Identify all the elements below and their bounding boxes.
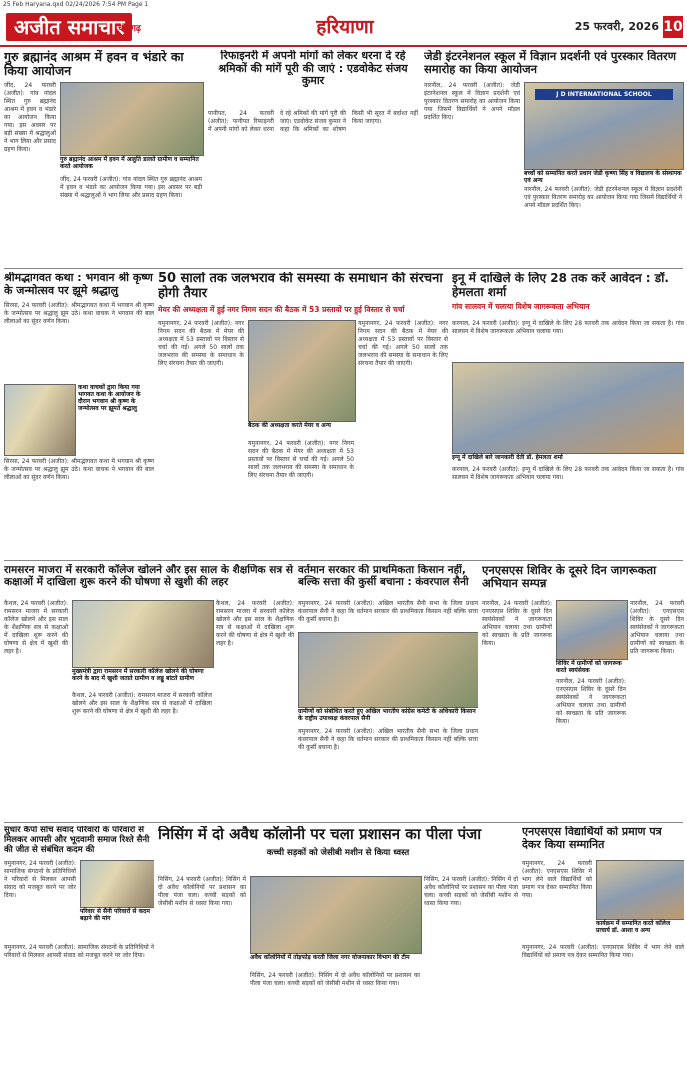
article-body: यमुनानगर, 24 फरवरी (अजीत): नगर निगम सदन की बैठक में मेयर की अध्यक्षता में 53 प्रस्तावों पर विस्तार से चर्चा की गई। अगले 50 सालों तक जलभराव की समस्या के समाधान के लिए संरचना तैयार की जाएगी।	[158, 320, 244, 367]
headline: निसिंग में दो अवैध कॉलोनी पर चला प्रशासन का पीला पंजा	[158, 826, 482, 843]
headline: 50 सालों तक जलभराव की समस्या के समाधान की संरचना होगी तैयार	[158, 272, 443, 301]
photo-caption: मुख्यमंत्री द्वारा रामसरन में सरकारी कॉलेज खोलने की घोषणा करने के बाद में खुशी जताते ग्रामीण व लड्डू बांटते ग्रामीण	[72, 668, 204, 682]
photo-caption: शिविर में ग्रामीणों को जागरूक करते स्वयंसेवक	[556, 660, 622, 674]
article-body-cont2: नारनौल, 24 फरवरी (अजीत): एनएसएस शिविर के दूसरे दिन स्वयंसेवकों ने जागरूकता अभियान चलाया तथा ग्रामीणों को स्वच्छता के प्रति जागरूक किया।	[630, 600, 684, 655]
issue-date: 25 फरवरी, 2026	[574, 20, 659, 33]
page-number: 10	[663, 16, 683, 38]
article-body-cont: यमुनानगर, 24 फरवरी (अजीत): एनएसएस शिविर में भाग लेने वाले विद्यार्थियों को प्रमाण पत्र देकर सम्मानित किया गया।	[522, 944, 684, 959]
divider	[4, 268, 683, 269]
ignou-camp-photo	[452, 362, 684, 454]
article-waterlogging	[158, 272, 448, 557]
article-jd-school	[424, 50, 684, 265]
divider	[4, 560, 683, 561]
headline: वर्तमान सरकार की प्राथमिकता किसान नहीं, बल्कि सत्ता की कुर्सी बचाना : कंवरपाल सैनी	[298, 564, 469, 589]
article-body-cont: नारनौल, 24 फरवरी (अजीत): जेडी इंटरनेशनल स्कूल में विज्ञान प्रदर्शनी एवं पुरस्कार वितरण समारोह का आयोजन किया गया जिसमें विद्यार्थियों ने अपने मॉडल प्रदर्शित किए।	[524, 186, 682, 209]
headline: सुधार कैंपों सोच संवाद परिवारों के परिवारों से मिलकर आपसी और भूदवामी समाज रिश्ते सैनी की जीत से संबंधित कदम की	[4, 826, 150, 855]
article-body-cont: सिरसा, 24 फरवरी (अजीत): श्रीमद्भागवत कथा में भगवान श्री कृष्ण के जन्मोत्सव पर श्रद्धालु झूम उठे। कथा वाचक ने भगवान की बाल लीलाओं का सुंदर वर्णन किया।	[4, 458, 154, 481]
photo-caption: परिवार से सैनी परिवारों से कदम बढ़ाने की मांग	[80, 908, 150, 922]
nss-photo	[556, 600, 628, 660]
photo-caption: गुरु ब्रह्मानंद आश्रम में हवन में आहुति डालते ग्रामीण व सम्मानित करते आयोजक	[60, 156, 199, 170]
meeting-photo	[248, 320, 356, 422]
article-photo	[60, 82, 204, 156]
headline: जेडी इंटरनेशनल स्कूल में विज्ञान प्रदर्शनी एवं पुरस्कार वितरण समारोह का किया आयोजन	[424, 50, 677, 77]
article-body-cont: यमुनानगर, 24 फरवरी (अजीत): नगर निगम सदन की बैठक में मेयर की अध्यक्षता में 53 प्रस्तावों पर विस्तार से चर्चा की गई। अगले 50 सालों तक जलभराव की समस्या के समाधान के लिए संरचना तैयार की जाएगी।	[248, 440, 354, 479]
subheadline: मेयर की अध्यक्षता में हुई नगर निगम सदन की बैठक में 53 प्रस्तावों पर हुई विस्तार से चर्चा	[158, 304, 405, 314]
article-refinery-workers	[208, 50, 418, 265]
meeting-photo	[298, 632, 478, 708]
certificates-photo	[596, 860, 684, 920]
photo-caption: इग्नू में दाखिले बारे जानकारी देती डॉ. हेमलता शर्मा	[452, 454, 563, 461]
article-nss-camp	[482, 564, 684, 819]
headline: गुरु ब्रह्मानंद आश्रम में हवन व भंडारे का किया आयोजन	[4, 50, 184, 79]
article-nss-certificates	[522, 826, 684, 1084]
photo-caption: ग्रामीणों को संबोधित करते हुए अखिल भारतीय कांग्रेस कमेटी के अधिकारी किसान के राष्ट्रीय उपाध्यक्ष कंवरपाल सैनी	[298, 708, 476, 722]
headline: रिफाइनरी में अपनी मांगों को लेकर धरना दे रहे श्रमिकों की मांगें पूरी की जाएं : एडवोकेट संजय कुमार	[218, 50, 408, 88]
article-body-cont: कैथल, 24 फरवरी (अजीत): रामसरन माजरा में सरकारी कॉलेज खोलने और इस साल के शैक्षणिक सत्र से कक्षाओं में दाखिला शुरू करने की घोषणा से क्षेत्र में खुशी की लहर है।	[72, 692, 212, 715]
article-body: यमुनानगर, 24 फरवरी (अजीत): सामाजिक संगठनों के प्रतिनिधियों ने परिवारों से मिलकर आपसी संवाद को मजबूत करने पर जोर दिया।	[4, 860, 76, 899]
article-illegal-colony	[158, 826, 518, 1084]
section-title: हरियाणा	[316, 16, 374, 38]
school-event-photo	[524, 82, 684, 170]
headline: एनएसएस विद्यार्थियों को प्रमाण पत्र देकर किया सम्मानित	[522, 826, 662, 851]
article-body: निसिंग, 24 फरवरी (अजीत): निसिंग में दो अवैध कॉलोनियों पर प्रशासन का पीला पंजा चला। कच्ची सड़कों को जेसीबी मशीन से ध्वस्त किया गया।	[158, 876, 246, 907]
article-ignou-admission	[452, 272, 684, 557]
photo-caption: बैठक की अध्यक्षता करते मेयर व अन्य	[248, 422, 331, 429]
divider	[4, 822, 683, 823]
article-body: जींद, 24 फरवरी (अजीत): गांव नांदल स्थित गुरु ब्रह्मानंद आश्रम में हवन व भंडारे का आयोजन किया गया। इस अवसर पर बड़ी संख्या में श्रद्धालुओं ने भाग लिया और प्रसाद ग्रहण किया।	[4, 82, 56, 153]
college-photo	[72, 600, 214, 668]
photo-caption: बच्चों को सम्मानित करते प्रधान जेडी कृष्णा सिंह व विद्यालय के संस्थापक एवं अन्य	[524, 170, 682, 184]
photo-caption: अवैध कॉलोनियों में तोड़फोड़ करती जिला नगर योजनाकार विभाग की टीम	[250, 954, 410, 961]
article-body: सिरसा, 24 फरवरी (अजीत): श्रीमद्भागवत कथा में भगवान श्री कृष्ण के जन्मोत्सव पर श्रद्धालु झूम उठे। कथा वाचक ने भगवान की बाल लीलाओं का सुंदर वर्णन किया।	[4, 302, 154, 325]
headline: एनएसएस शिविर के दूसरे दिन जागरूकता अभियान सम्पन्न	[482, 564, 657, 591]
subheadline: कच्ची सड़कों को जेसीबी मशीन से किया ध्वस्त	[266, 848, 410, 859]
article-body-cont: यमुनानगर, 24 फरवरी (अजीत): अखिल भारतीय सैनी सभा के जिला प्रधान कंवरपाल सैनी ने कहा कि वर्तमान सरकार की प्राथमिकता किसान नहीं बल्कि सत्ता की कुर्सी बचाना है।	[298, 728, 478, 751]
article-saini-families	[4, 826, 154, 1084]
edition-city: चंडीगढ़	[118, 24, 141, 34]
katha-photo	[4, 384, 76, 456]
article-body-cont: निसिंग, 24 फरवरी (अजीत): निसिंग में दो अवैध कॉलोनियों पर प्रशासन का पीला पंजा चला। कच्ची सड़कों को जेसीबी मशीन से ध्वस्त किया गया।	[250, 972, 420, 987]
school-banner: J D INTERNATIONAL SCHOOL	[535, 89, 673, 100]
article-body: नारनौल, 24 फरवरी (अजीत): एनएसएस शिविर के दूसरे दिन स्वयंसेवकों ने जागरूकता अभियान चलाया तथा ग्रामीणों को स्वच्छता के प्रति जागरूक किया।	[482, 600, 552, 647]
article-body: यमुनानगर, 24 फरवरी (अजीत): एनएसएस शिविर में भाग लेने वाले विद्यार्थियों को प्रमाण पत्र देकर सम्मानित किया गया।	[522, 860, 592, 899]
article-body-cont: यमुनानगर, 24 फरवरी (अजीत): सामाजिक संगठनों के प्रतिनिधियों ने परिवारों से मिलकर आपसी संवाद को मजबूत करने पर जोर दिया।	[4, 944, 154, 959]
photo-caption: कार्यक्रम में सम्मानित करते कॉलेज प्राचार्य डॉ. आशा व अन्य	[596, 920, 671, 934]
newspaper-logo: अजीत समाचार	[6, 13, 132, 41]
article-body-cont2: कैथल, 24 फरवरी (अजीत): रामसरन माजरा में सरकारी कॉलेज खोलने और इस साल के शैक्षणिक सत्र से कक्षाओं में दाखिला शुरू करने की घोषणा से क्षेत्र में खुशी की लहर है।	[216, 600, 294, 647]
print-slug: 25 Feb Haryana.qxd 02/24/2026 7:54 PM Page 1	[3, 1, 149, 8]
article-body: यमुनानगर, 24 फरवरी (अजीत): अखिल भारतीय सैनी सभा के जिला प्रधान कंवरपाल सैनी ने कहा कि वर्तमान सरकार की प्राथमिकता किसान नहीं बल्कि सत्ता की कुर्सी बचाना है।	[298, 600, 478, 623]
article-body: नारनौल, 24 फरवरी (अजीत): जेडी इंटरनेशनल स्कूल में विज्ञान प्रदर्शनी एवं पुरस्कार वितरण समारोह का आयोजन किया गया जिसमें विद्यार्थियों ने अपने मॉडल प्रदर्शित किए।	[424, 82, 520, 121]
article-ashram-havan	[4, 50, 204, 265]
masthead	[0, 11, 687, 47]
article-bhagwat-katha	[4, 272, 154, 557]
article-kanwarpal-saini	[298, 564, 478, 819]
photo-caption: कथा वाचकों द्वारा किया गया भागवत कथा के आयोजन के दौरान भगवान श्री कृष्ण के जन्मोत्सव पर झूमते श्रद्धालु	[78, 384, 141, 412]
article-body-cont: जींद, 24 फरवरी (अजीत): गांव नांदल स्थित गुरु ब्रह्मानंद आश्रम में हवन व भंडारे का आयोजन किया गया। इस अवसर पर बड़ी संख्या में श्रद्धालुओं ने भाग लिया और प्रसाद ग्रहण किया।	[60, 176, 202, 199]
article-body: करनाल, 24 फरवरी (अजीत): इग्नू में दाखिले के लिए 28 फरवरी तक आवेदन किया जा सकता है। गांव सालवन में विशेष जागरूकता अभियान चलाया गया।	[452, 320, 684, 335]
article-govt-college	[4, 564, 294, 819]
article-body-cont: करनाल, 24 फरवरी (अजीत): इग्नू में दाखिले के लिए 28 फरवरी तक आवेदन किया जा सकता है। गांव सालवन में विशेष जागरूकता अभियान चलाया गया।	[452, 466, 684, 481]
families-photo	[80, 860, 154, 908]
article-body-cont2: निसिंग, 24 फरवरी (अजीत): निसिंग में दो अवैध कॉलोनियों पर प्रशासन का पीला पंजा चला। कच्ची सड़कों को जेसीबी मशीन से ध्वस्त किया गया।	[424, 876, 518, 907]
article-body: पानीपत, 24 फरवरी (अजीत): पानीपत रिफाइनरी में अपनी मांगों को लेकर धरना दे रहे श्रमिकों की मांगें पूरी की जाएं। एडवोकेट संजय कुमार ने कहा कि श्रमिकों का शोषण किसी भी सूरत में बर्दाश्त नहीं किया जाएगा।	[208, 110, 418, 133]
subheadline: गांव सालवन में चलाया विशेष जागरूकता अभियान	[452, 301, 590, 311]
headline: इनू में दाखिले के लिए 28 तक करें आवेदन : डॉ. हेमलता शर्मा	[452, 272, 669, 299]
article-body-cont2: यमुनानगर, 24 फरवरी (अजीत): नगर निगम सदन की बैठक में मेयर की अध्यक्षता में 53 प्रस्तावों पर विस्तार से चर्चा की गई। अगले 50 सालों तक जलभराव की समस्या के समाधान के लिए संरचना तैयार की जाएगी।	[358, 320, 448, 367]
demolition-photo	[250, 876, 422, 954]
headline: रामसरन माजरा में सरकारी कॉलेज खोलने और इस साल के शैक्षणिक सत्र से कक्षाओं में दाखिला शुरू करने की घोषणा से खुशी की लहर	[4, 564, 293, 589]
article-body: कैथल, 24 फरवरी (अजीत): रामसरन माजरा में सरकारी कॉलेज खोलने और इस साल के शैक्षणिक सत्र से कक्षाओं में दाखिला शुरू करने की घोषणा से क्षेत्र में खुशी की लहर है।	[4, 600, 68, 655]
headline: श्रीमद्भागवत कथा : भगवान श्री कृष्ण के जन्मोत्सव पर झूमे श्रद्धालु	[4, 272, 153, 297]
article-body-cont: नारनौल, 24 फरवरी (अजीत): एनएसएस शिविर के दूसरे दिन स्वयंसेवकों ने जागरूकता अभियान चलाया तथा ग्रामीणों को स्वच्छता के प्रति जागरूक किया।	[556, 678, 626, 725]
